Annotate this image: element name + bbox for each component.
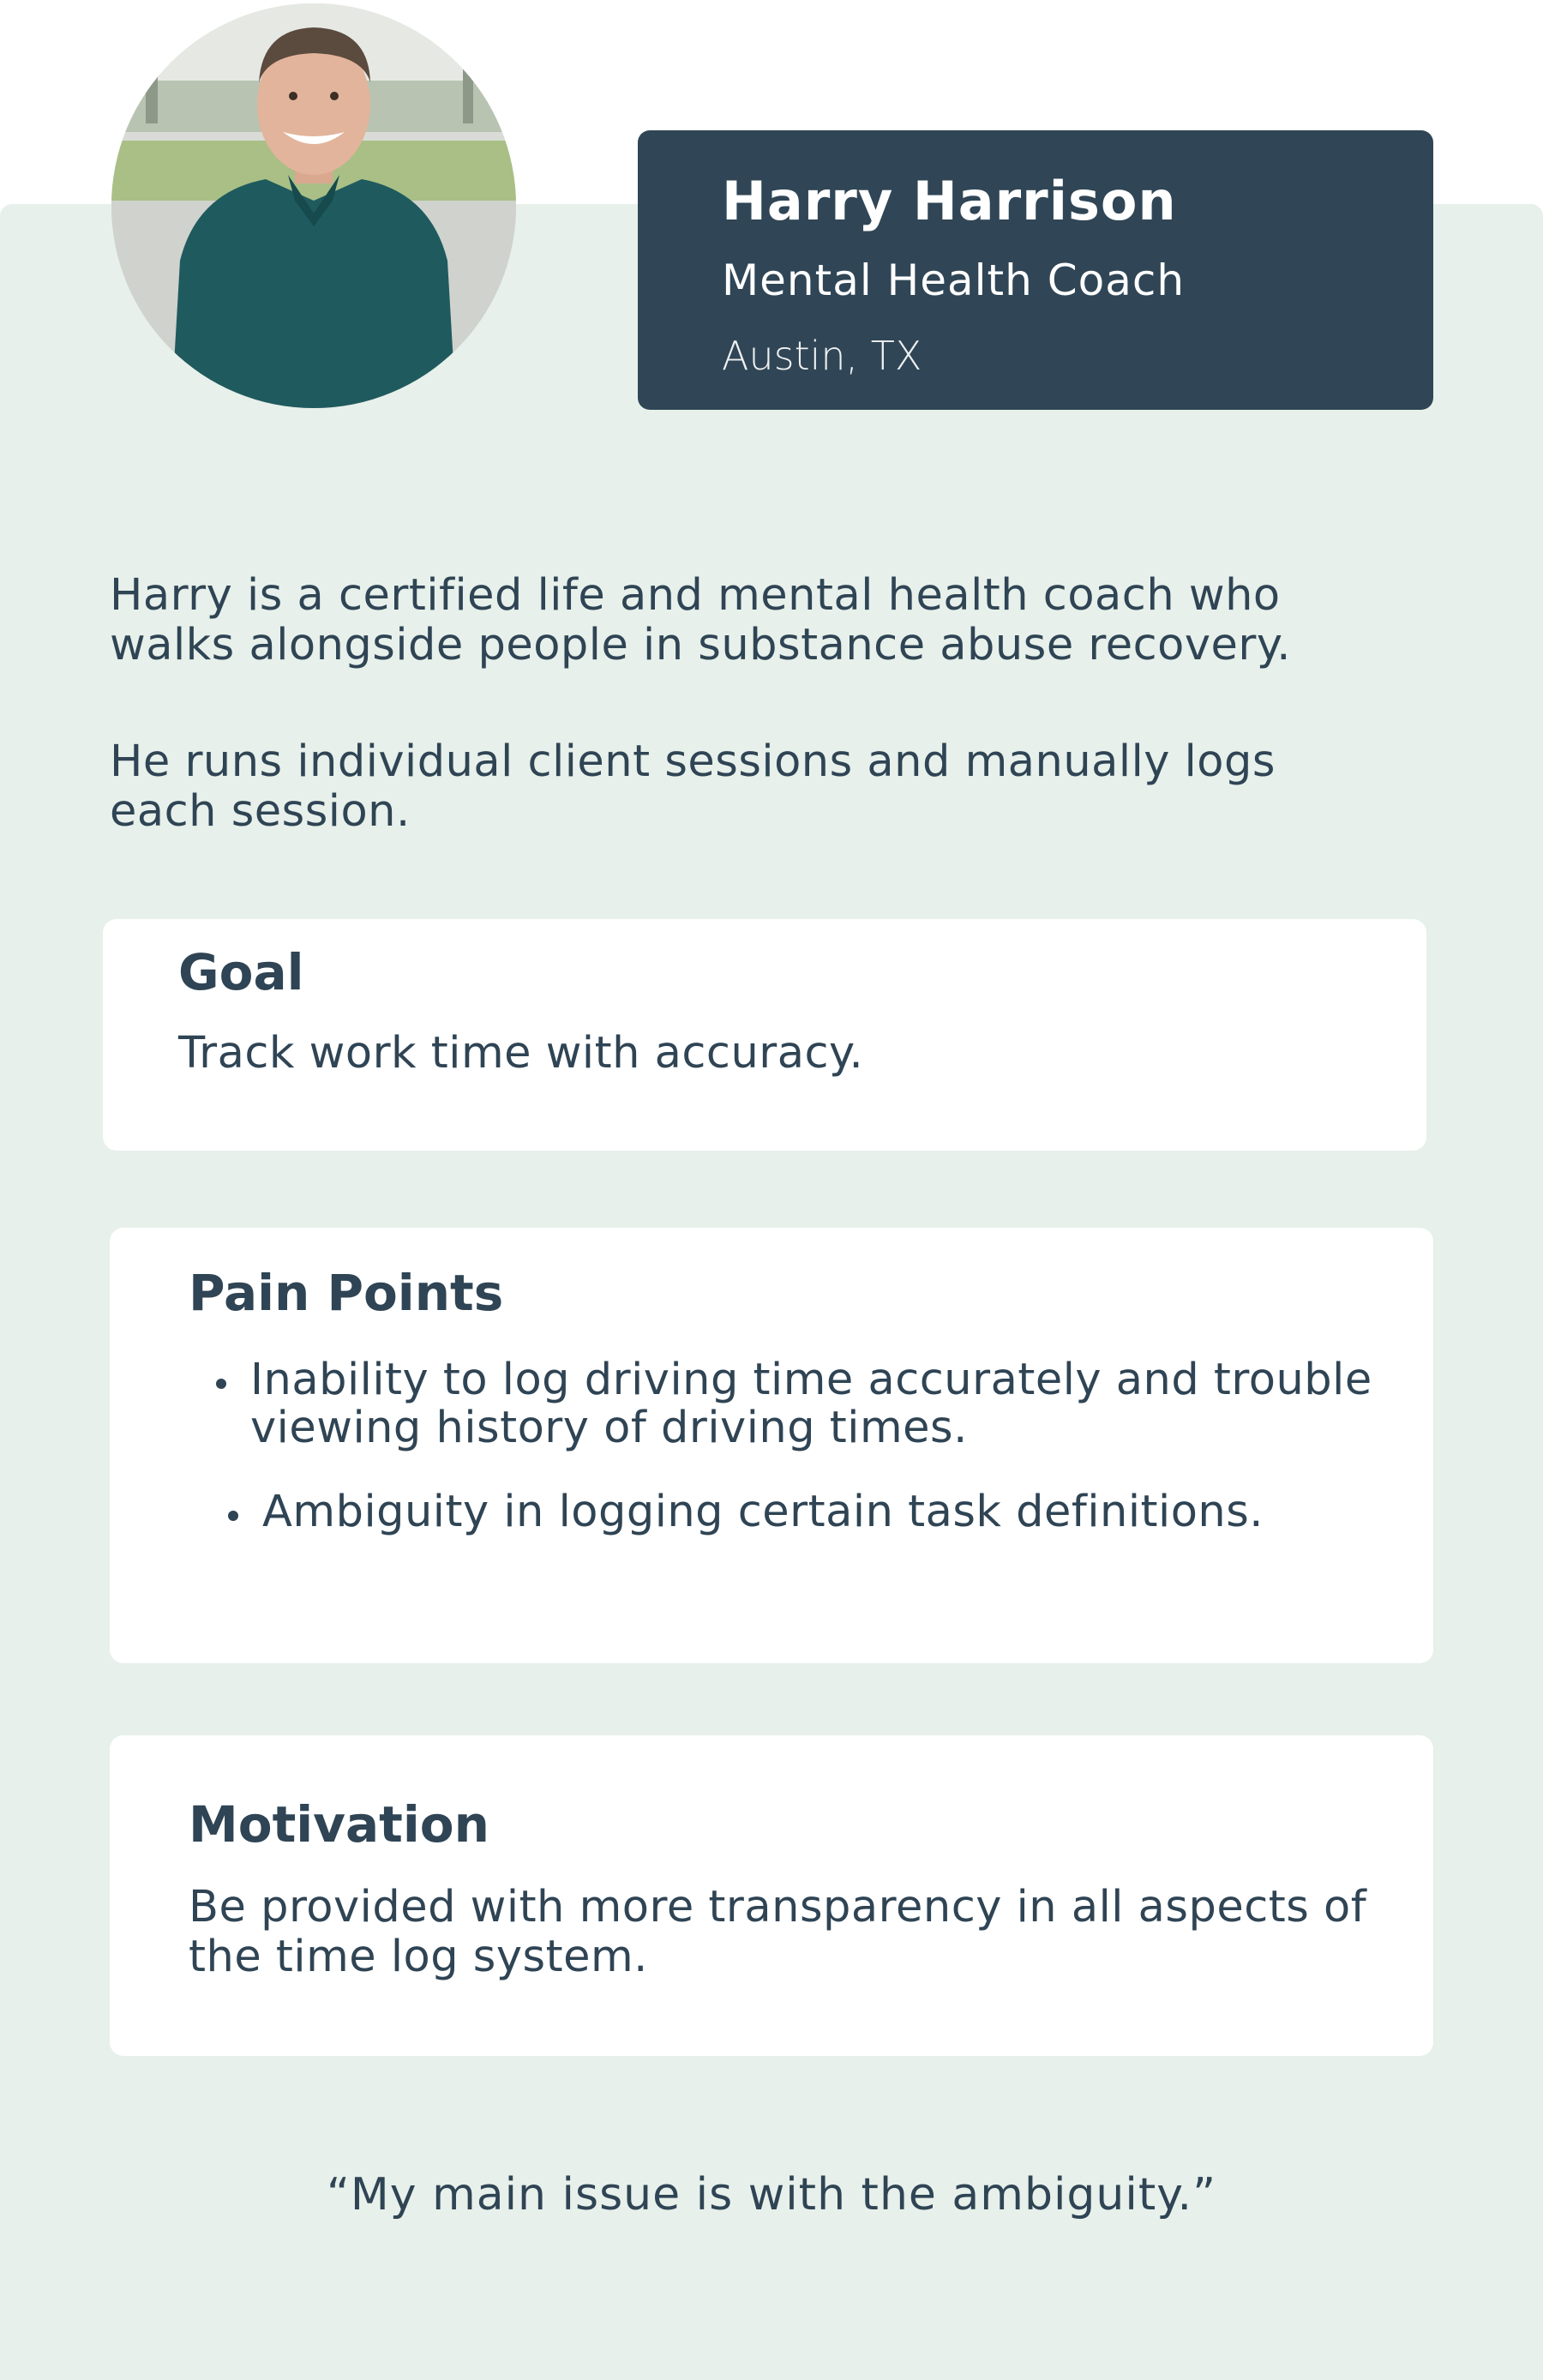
profile-photo — [111, 3, 516, 408]
profile-role: Mental Health Coach — [722, 255, 1186, 305]
pain-point-text: Ambiguity in logging certain task definitions. — [262, 1487, 1264, 1537]
goal-heading: Goal — [178, 943, 304, 1001]
bio-paragraph-2: He runs individual client sessions and manually logs each session. — [110, 736, 1276, 837]
bullet-icon — [228, 1511, 238, 1521]
pain-points-card — [110, 1228, 1433, 1663]
name-card — [638, 130, 1433, 410]
motivation-text: Be provided with more transparency in all aspects of the time log system. — [189, 1882, 1367, 1982]
goal-card — [103, 919, 1426, 1151]
goal-text: Track work time with accuracy. — [178, 1028, 864, 1079]
motivation-heading: Motivation — [189, 1795, 489, 1854]
list-item — [250, 1356, 1390, 1452]
avatar — [111, 3, 516, 408]
bio-paragraph-1: Harry is a certified life and mental health coach who walks alongside people in substance abuse recovery. — [110, 570, 1292, 670]
bullet-icon — [216, 1379, 226, 1389]
list-item — [262, 1488, 1394, 1536]
motivation-card — [110, 1735, 1433, 2056]
profile-name: Harry Harrison — [722, 170, 1177, 232]
pain-point-text: Inability to log driving time accurately and trouble viewing history of driving times. — [250, 1355, 1372, 1453]
quote: “My main issue is with the ambiguity.” — [326, 2169, 1217, 2221]
profile-location: Austin, TX — [722, 333, 922, 379]
pain-points-heading: Pain Points — [189, 1264, 504, 1322]
